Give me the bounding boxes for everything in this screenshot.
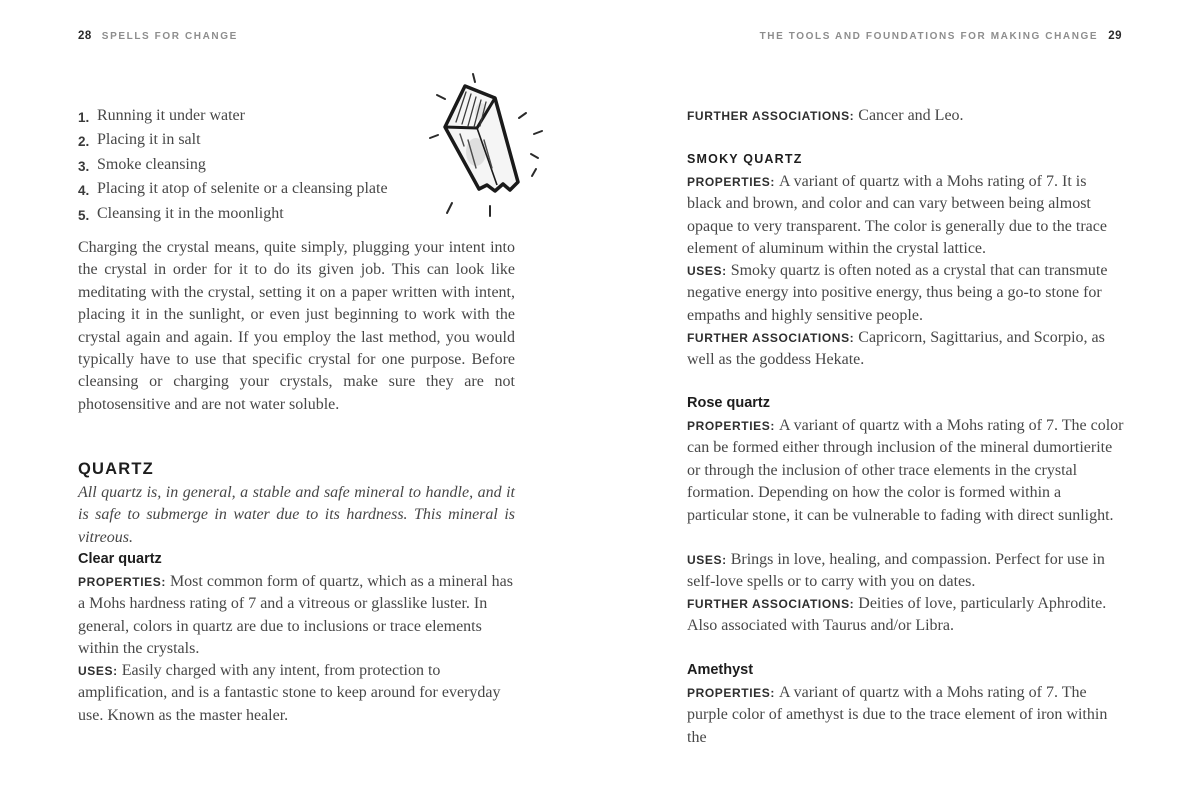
smoky-quartz-further-associations <box>687 327 1124 372</box>
quartz-section-heading: QUARTZ <box>78 460 154 478</box>
clear-quartz-uses-text: Easily charged with any intent, from protection to amplification, and is a fantastic stone to keep around for everyday use. Known as the master healer. <box>78 662 501 724</box>
charging-paragraph: Charging the crystal means, quite simply, plugging your intent into the crystal in order for it to do its given job. This can look like meditating with the crystal, setting it on a paper written with intent, placing it in the sunlight, or even just beginning to work with the crystal again and again. If you employ the last method, you would typically have to use that specific crystal for one purpose. Before cleansing or charging your crystals, make sure they are not photosensitive and are not water soluble. <box>78 239 515 413</box>
properties-label: PROPERTIES: <box>687 419 775 433</box>
amethyst-heading: Amethyst <box>687 662 754 678</box>
uses-label: USES: <box>78 664 118 678</box>
smoky-quartz-properties <box>687 171 1124 261</box>
list-item-number: 4. <box>78 183 90 199</box>
clear-quartz-heading: Clear quartz <box>78 551 162 567</box>
smoky-quartz-properties-text: A variant of quartz with a Mohs rating of 7. It is black and brown, and color and can vary between being almost opaque to very transparent. The color is generally due to the trace element of aluminum within the crystal lattice. <box>687 173 1107 258</box>
cleansing-methods-list <box>78 105 515 227</box>
rose-quartz-properties <box>687 415 1124 527</box>
left-page-number: 28 <box>78 30 92 42</box>
list-item-text: Placing it atop of selenite or a cleansing plate <box>97 180 388 198</box>
smoky-quartz-further-text: Capricorn, Sagittarius, and Scorpio, as well as the goddess Hekate. <box>687 329 1105 369</box>
list-item-number: 2. <box>78 134 90 150</box>
rose-quartz-properties-text: A variant of quartz with a Mohs rating of 7. The color can be formed either through inclusion of the mineral dumortierite or through the inclusion of other trace elements in the crystal formation. Depending on how the color is formed within a particular stone, it can be vulnerable to fading with direct sunlight. <box>687 417 1124 524</box>
list-item-text: Cleansing it in the moonlight <box>97 204 284 222</box>
clear-quartz-uses <box>78 660 515 727</box>
list-item-text: Placing it in salt <box>97 131 201 149</box>
smoky-quartz-uses <box>687 260 1124 327</box>
list-item-text: Smoke cleansing <box>97 155 206 173</box>
right-running-head-title: THE TOOLS AND FOUNDATIONS FOR MAKING CHANGE <box>759 31 1099 42</box>
list-item <box>78 203 515 227</box>
list-item-number: 1. <box>78 110 90 125</box>
further-associations-label: FURTHER ASSOCIATIONS: <box>687 109 855 123</box>
amethyst-properties <box>687 682 1124 749</box>
rose-quartz-further-associations <box>687 593 1124 638</box>
clear-quartz-further-associations <box>687 105 1124 127</box>
list-item <box>78 105 515 129</box>
rose-quartz-heading: Rose quartz <box>687 395 770 411</box>
further-associations-label: FURTHER ASSOCIATIONS: <box>687 331 855 345</box>
uses-label: USES: <box>687 553 727 567</box>
quartz-intro: All quartz is, in general, a stable and safe mineral to handle, and it is safe to submerge in water due to its hardness. This mineral is vitreous. <box>78 484 515 546</box>
list-item <box>78 154 515 178</box>
list-item <box>78 178 515 202</box>
properties-label: PROPERTIES: <box>687 686 775 700</box>
rose-quartz-uses <box>687 549 1124 594</box>
further-associations-label: FURTHER ASSOCIATIONS: <box>687 597 855 611</box>
amethyst-properties-text: A variant of quartz with a Mohs rating of 7. The purple color of amethyst is due to the trace element of iron within the <box>687 684 1108 746</box>
clear-quartz-further-text: Cancer and Leo. <box>858 107 964 124</box>
list-item-number: 5. <box>78 207 90 223</box>
clear-quartz-properties <box>78 571 515 661</box>
rose-quartz-uses-text: Brings in love, healing, and compassion. Perfect for use in self-love spells or to carry with you on dates. <box>687 551 1105 591</box>
properties-label: PROPERTIES: <box>78 575 166 589</box>
list-item-text: Running it under water <box>97 107 245 124</box>
left-running-head-title: SPELLS FOR CHANGE <box>101 31 238 42</box>
left-running-head <box>78 30 238 42</box>
clear-quartz-properties-text: Most common form of quartz, which as a mineral has a Mohs hardness rating of 7 and a vitreous or glasslike luster. In general, colors in quartz are due to inclusions or trace elements within the crystals. <box>78 573 513 658</box>
list-item-number: 3. <box>78 158 90 174</box>
rose-quartz-further-text: Deities of love, particularly Aphrodite. Also associated with Taurus and/or Libra. <box>687 595 1107 635</box>
right-running-head <box>760 30 1122 42</box>
right-page-number: 29 <box>1108 30 1122 42</box>
smoky-quartz-heading: SMOKY QUARTZ <box>687 152 803 166</box>
uses-label: USES: <box>687 264 727 278</box>
properties-label: PROPERTIES: <box>687 175 775 189</box>
smoky-quartz-uses-text: Smoky quartz is often noted as a crystal that can transmute negative energy into positive energy, thus being a go-to stone for empaths and highly sensitive people. <box>687 262 1108 324</box>
list-item <box>78 129 515 153</box>
